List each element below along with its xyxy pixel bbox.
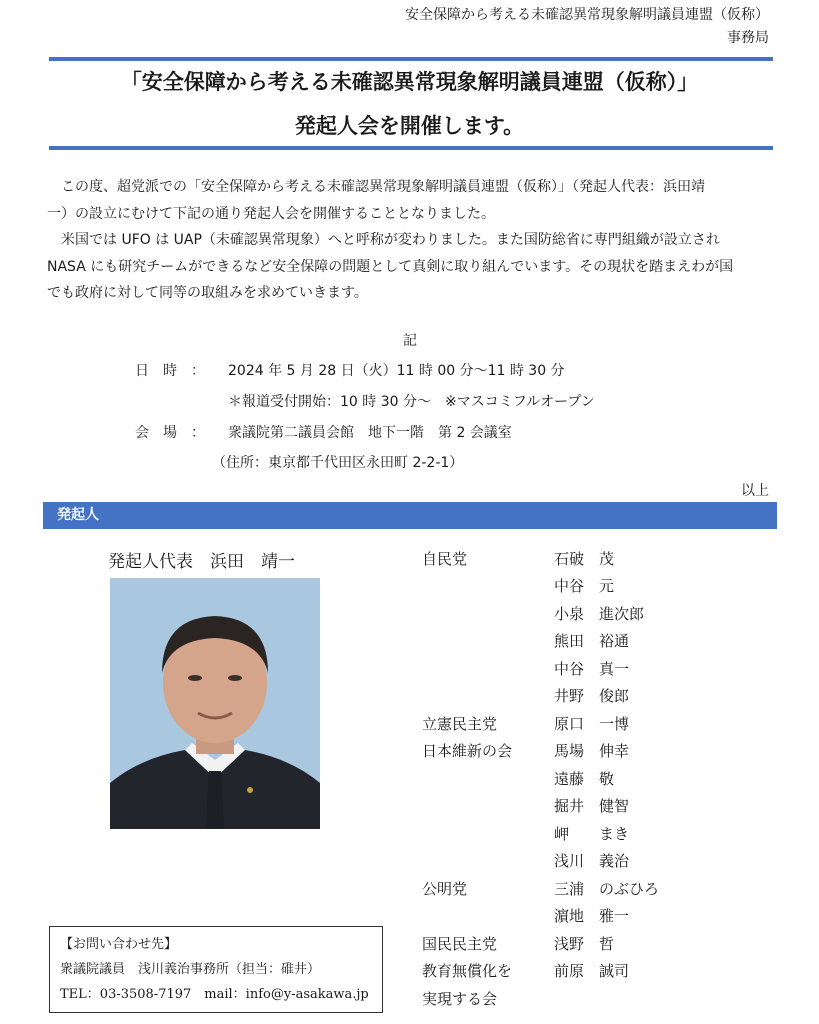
- intro-line: でも政府に対して同等の取組みを求めていきます。: [47, 285, 368, 301]
- member-name: 岬 まき: [554, 825, 630, 843]
- representative-photo: [110, 578, 320, 829]
- member-name: 原口 一博: [554, 715, 630, 733]
- contact-office: 衆議院議員 浅川義治事務所（担当：碓井）: [60, 962, 321, 977]
- party-name: 日本維新の会: [422, 742, 513, 760]
- party-name-line2: 実現する会: [422, 990, 498, 1008]
- member-name: 熊田 裕通: [554, 632, 630, 650]
- venue-label: 会 場 ：: [135, 425, 205, 441]
- member-name: 馬場 伸幸: [554, 742, 630, 760]
- end-mark: 以上: [741, 483, 769, 499]
- member-name: 石破 茂: [554, 550, 615, 568]
- intro-line: NASA にも研究チームができるなど安全保障の問題として真剣に取り組んでいます。その現状を踏まえわが国: [47, 258, 734, 275]
- member-name: 前原 誠司: [554, 962, 630, 980]
- intro-line: この度、超党派での「安全保障から考える未確認異常現象解明議員連盟（仮称）」（発起人代表：浜田靖: [47, 179, 705, 195]
- party-name: 教育無償化を: [422, 962, 513, 980]
- page-title-line1: 「安全保障から考える未確認異常現象解明議員連盟（仮称）」: [120, 70, 699, 94]
- member-name: 浅川 義治: [554, 852, 630, 870]
- title-rule-bottom: [49, 146, 773, 150]
- member-name: 浅野 哲: [554, 935, 615, 953]
- section-header: 発起人: [43, 502, 777, 529]
- member-name: 遠藤 敬: [554, 770, 615, 788]
- intro-line: 米国では UFO は UAP（未確認異常現象）へと呼称が変わりました。また国防総省に専門組織が設立され: [47, 232, 720, 248]
- member-name: 濵地 雅一: [554, 907, 630, 925]
- title-rule-top: [49, 57, 773, 61]
- party-name: 立憲民主党: [422, 715, 498, 733]
- member-name: 小泉 進次郎: [554, 605, 645, 623]
- venue-value: 衆議院第二議員会館 地下一階 第 2 会議室: [228, 425, 512, 441]
- member-name: 掘井 健智: [554, 797, 630, 815]
- portrait-image: [110, 578, 320, 829]
- contact-box: [49, 926, 383, 1013]
- representative-label: 発起人代表 浜田 靖一: [108, 552, 295, 572]
- organizer-block: [405, 4, 769, 50]
- party-name: 公明党: [422, 880, 468, 898]
- ki-label: 記: [403, 333, 417, 349]
- organization-name: 安全保障から考える未確認異常現象解明議員連盟（仮称）: [405, 7, 769, 23]
- party-name: 国民民主党: [422, 935, 498, 953]
- office-name: 事務局: [727, 30, 769, 46]
- date-value: 2024 年 5 月 28 日（火）11 時 00 分～11 時 30 分: [228, 363, 565, 379]
- date-label: 日 時 ：: [135, 363, 205, 379]
- press-note: ＊報道受付開始：10 時 30 分～ ※マスコミフルオープン: [228, 394, 595, 410]
- page-title-line2: 発起人会を開催します。: [294, 114, 525, 138]
- intro-text: [47, 174, 777, 307]
- member-name: 中谷 真一: [554, 660, 630, 678]
- contact-heading: 【お問い合わせ先】: [60, 937, 178, 952]
- member-name: 井野 俊郎: [554, 687, 630, 705]
- member-name: 三浦 のぶひろ: [554, 880, 660, 898]
- intro-line: 一）の設立にむけて下記の通り発起人会を開催することとなりました。: [47, 205, 495, 222]
- party-name: 自民党: [422, 550, 468, 568]
- contact-tel-mail: TEL：03-3508-7197 mail：info@y-asakawa.jp: [60, 987, 369, 1002]
- member-name: 中谷 元: [554, 577, 615, 595]
- venue-address: （住所：東京都千代田区永田町 2-2-1）: [212, 455, 464, 471]
